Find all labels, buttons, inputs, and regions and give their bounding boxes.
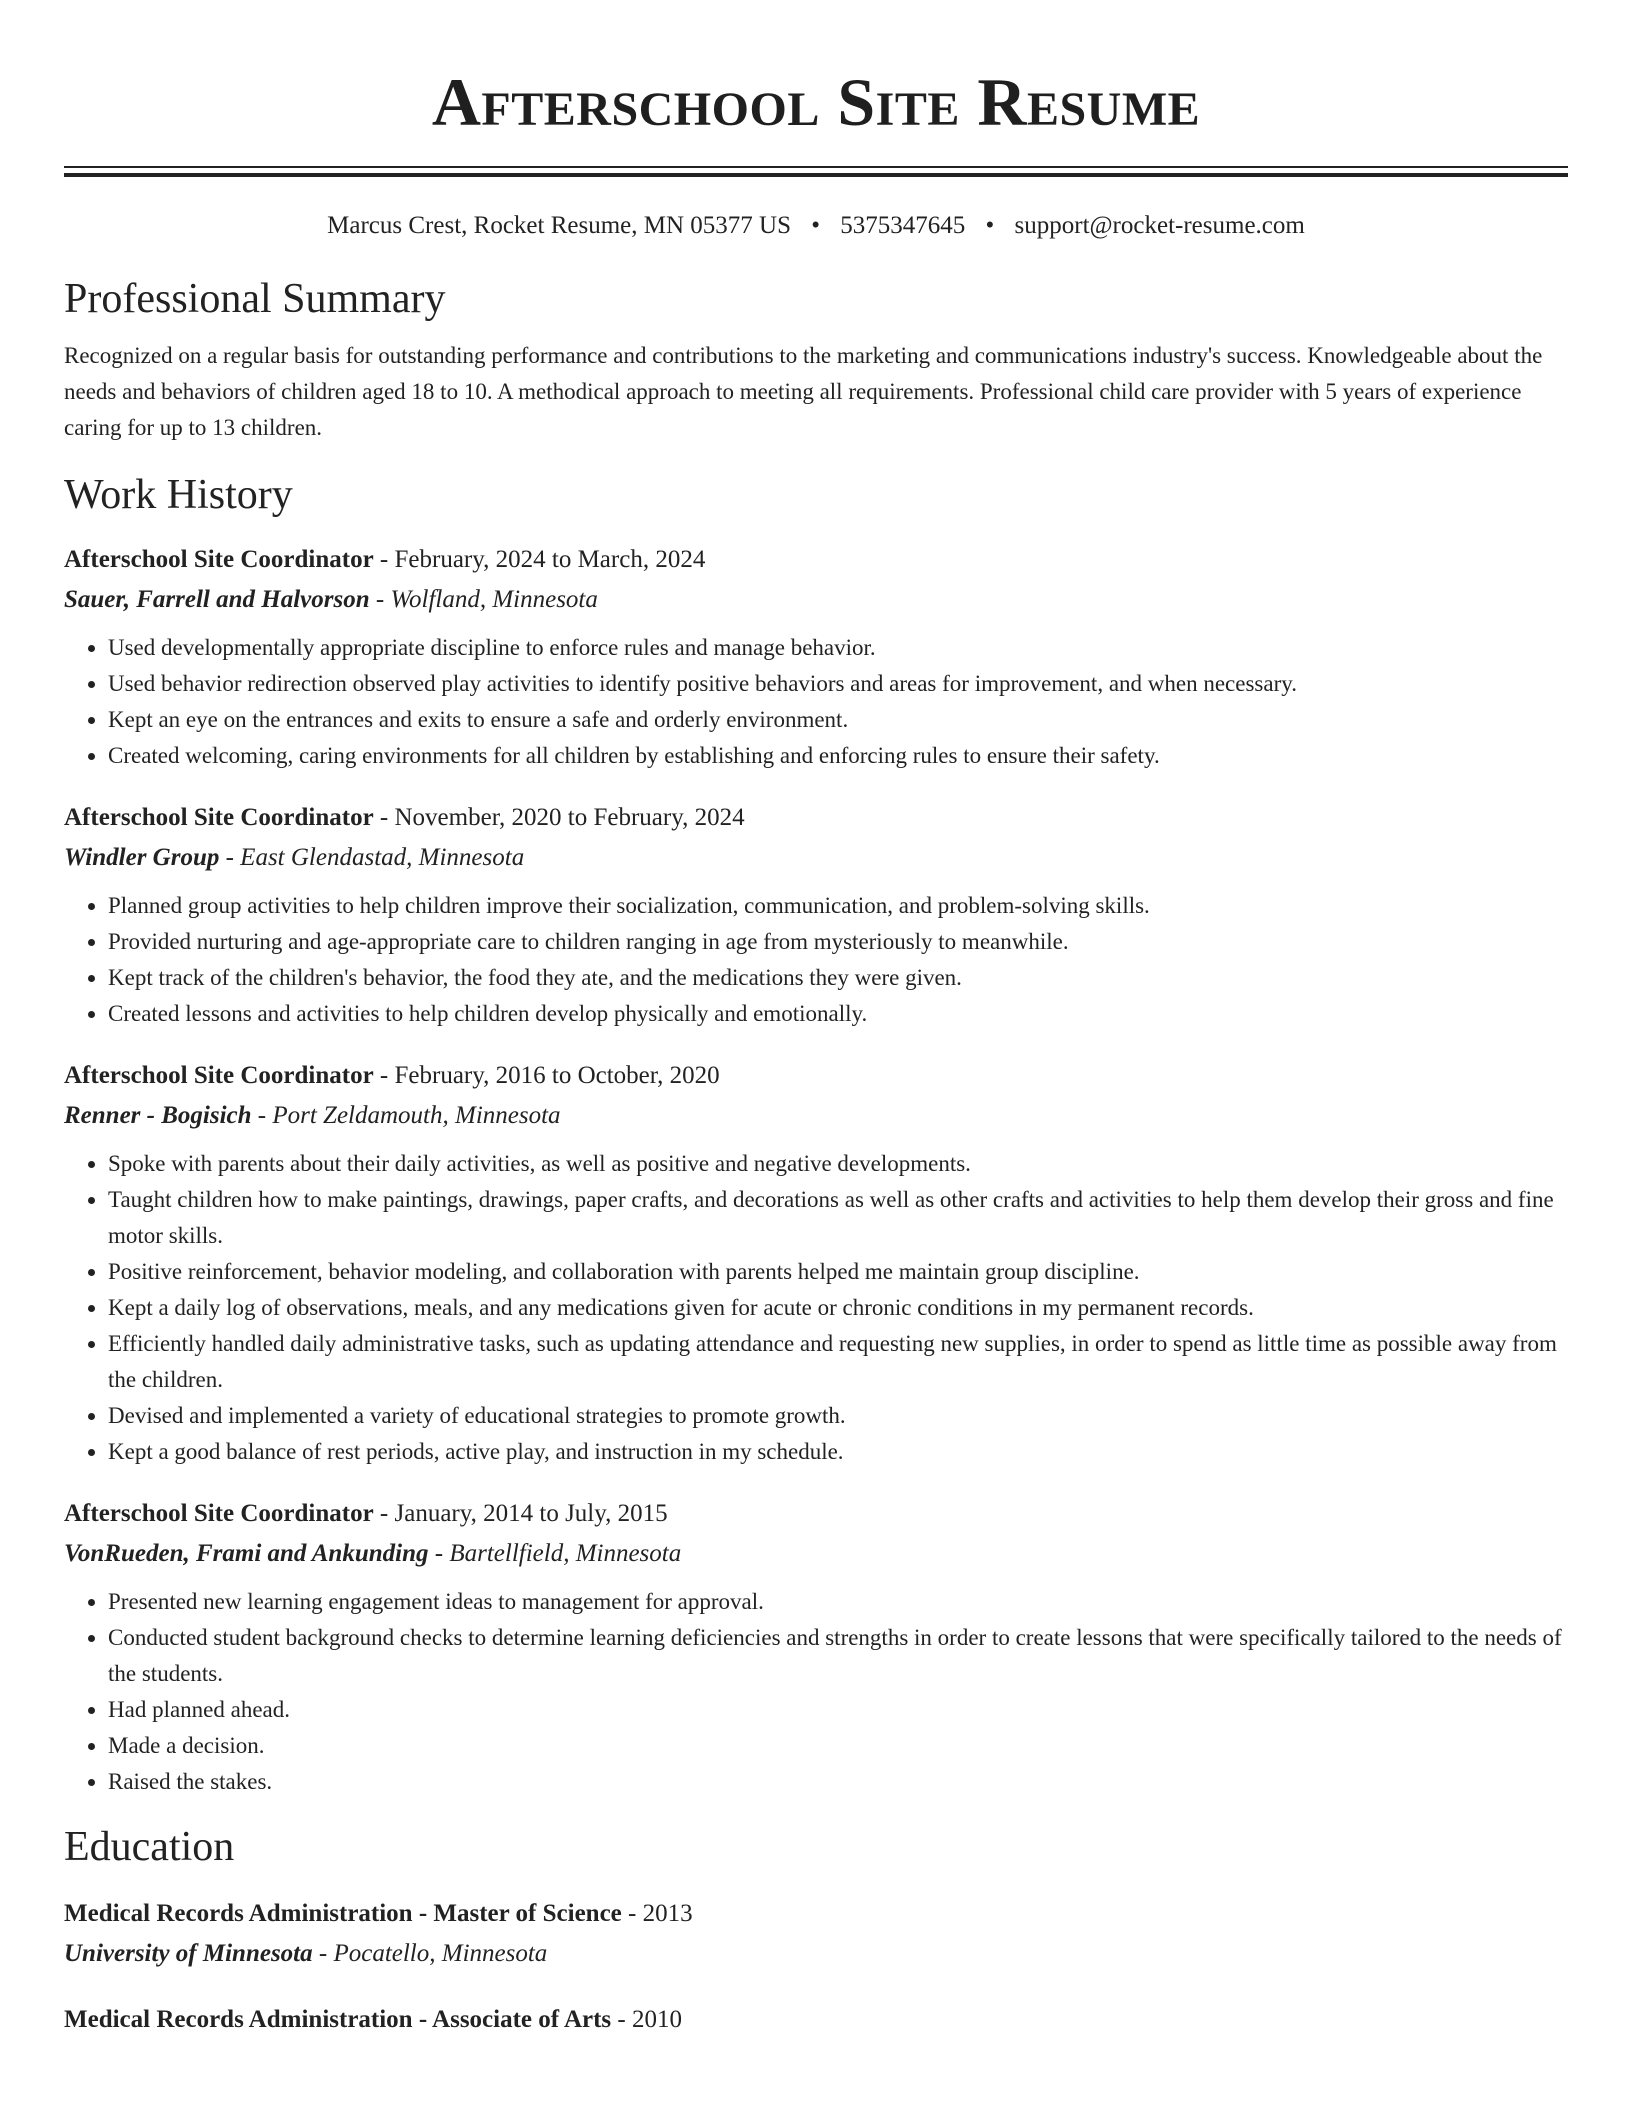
job-entry bbox=[64, 1494, 1568, 1800]
education-location: - Pocatello, Minnesota bbox=[312, 1940, 548, 1967]
job-location: - East Glendastad, Minnesota bbox=[219, 844, 525, 871]
work-history-heading: Work History bbox=[64, 472, 293, 518]
job-role: Afterschool Site Coordinator bbox=[64, 1500, 374, 1527]
job-duty-item: • Made a decision. bbox=[108, 1728, 1568, 1764]
job-entry bbox=[64, 1056, 1568, 1470]
job-duty-item: • Planned group activities to help children improve their socialization, communication, and problem-solving skills. bbox=[108, 888, 1568, 924]
job-dates: - November, 2020 to February, 2024 bbox=[373, 804, 745, 831]
summary-heading: Professional Summary bbox=[64, 276, 446, 322]
job-duties-list bbox=[64, 1584, 1568, 1800]
contact-separator: • bbox=[811, 212, 821, 239]
job-company: Windler Group bbox=[64, 844, 220, 871]
job-duty-item: • Used behavior redirection observed play activities to identify positive behaviors and areas for improvement, and when necessary. bbox=[108, 666, 1568, 702]
summary-text: Recognized on a regular basis for outstanding performance and contributions to the marketing and communications industry's success. Knowledgeable about the needs and behaviors of children aged 18 to 10. A methodical approach to meeting all requirements. Professional child care provider with 5 years of experience caring for up to 13 children. bbox=[64, 343, 1543, 440]
job-role: Afterschool Site Coordinator bbox=[64, 1062, 374, 1089]
job-entry bbox=[64, 540, 1568, 774]
job-duty-item: • Provided nurturing and age-appropriate care to children ranging in age from mysteriously to meanwhile. bbox=[108, 924, 1568, 960]
job-duty-item: • Kept a good balance of rest periods, active play, and instruction in my schedule. bbox=[108, 1434, 1568, 1470]
resume-title: Afterschool Site Resume bbox=[431, 64, 1201, 140]
job-title-line bbox=[64, 1056, 1568, 1096]
job-duties-list bbox=[64, 888, 1568, 1032]
job-company: Renner - Bogisich bbox=[64, 1102, 252, 1129]
job-duty-item: • Taught children how to make paintings, drawings, paper crafts, and decorations as well as other crafts and activities to help them develop their gross and fine motor skills. bbox=[108, 1182, 1568, 1254]
job-dates: - February, 2016 to October, 2020 bbox=[373, 1062, 720, 1089]
job-duty-item: • Used developmentally appropriate discipline to enforce rules and manage behavior. bbox=[108, 630, 1568, 666]
contact-address: Marcus Crest, Rocket Resume, MN 05377 US bbox=[327, 212, 791, 239]
job-role: Afterschool Site Coordinator bbox=[64, 804, 374, 831]
job-company-line bbox=[64, 580, 1568, 620]
education-list bbox=[64, 1894, 1568, 2040]
education-year: - 2010 bbox=[611, 2006, 682, 2033]
job-dates: - January, 2014 to July, 2015 bbox=[373, 1500, 668, 1527]
job-location: - Port Zeldamouth, Minnesota bbox=[251, 1102, 561, 1129]
job-duty-item: • Created welcoming, caring environments for all children by establishing and enforcing rules to ensure their safety. bbox=[108, 738, 1568, 774]
job-title-line bbox=[64, 540, 1568, 580]
job-duty-item: • Had planned ahead. bbox=[108, 1692, 1568, 1728]
work-history-list bbox=[64, 540, 1568, 1800]
education-degree-line bbox=[64, 1894, 1568, 1934]
education-degree-line bbox=[64, 2000, 1568, 2040]
job-dates: - February, 2024 to March, 2024 bbox=[373, 546, 706, 573]
job-location: - Wolfland, Minnesota bbox=[369, 586, 598, 613]
job-duty-item: • Efficiently handled daily administrative tasks, such as updating attendance and requesting new supplies, in order to spend as little time as possible away from the children. bbox=[108, 1326, 1568, 1398]
contact-line bbox=[64, 210, 1568, 242]
job-duty-item: • Devised and implemented a variety of educational strategies to promote growth. bbox=[108, 1398, 1568, 1434]
job-company: Sauer, Farrell and Halvorson bbox=[64, 586, 370, 613]
job-location: - Bartellfield, Minnesota bbox=[428, 1540, 682, 1567]
job-duty-item: • Conducted student background checks to determine learning deficiencies and strengths in order to create lessons that were specifically tailored to the needs of the students. bbox=[108, 1620, 1568, 1692]
education-school-line bbox=[64, 1934, 1568, 1974]
education-degree: Medical Records Administration - Master of Science bbox=[64, 1900, 622, 1927]
education-degree: Medical Records Administration - Associate of Arts bbox=[64, 2006, 612, 2033]
job-duty-item: • Raised the stakes. bbox=[108, 1764, 1568, 1800]
job-role: Afterschool Site Coordinator bbox=[64, 546, 374, 573]
contact-phone: 5375347645 bbox=[840, 212, 966, 239]
education-heading: Education bbox=[64, 1824, 235, 1870]
job-duty-item: • Kept track of the children's behavior, the food they ate, and the medications they were given. bbox=[108, 960, 1568, 996]
education-entry bbox=[64, 1894, 1568, 1974]
job-title-line bbox=[64, 1494, 1568, 1534]
education-entry bbox=[64, 2000, 1568, 2040]
job-duty-item: • Presented new learning engagement ideas to management for approval. bbox=[108, 1584, 1568, 1620]
job-duty-item: • Positive reinforcement, behavior modeling, and collaboration with parents helped me maintain group discipline. bbox=[108, 1254, 1568, 1290]
title-divider bbox=[64, 166, 1568, 168]
resume-page bbox=[64, 0, 1568, 2040]
job-title-line bbox=[64, 798, 1568, 838]
job-entry bbox=[64, 798, 1568, 1032]
education-school: University of Minnesota bbox=[64, 1940, 313, 1967]
contact-separator: • bbox=[985, 212, 995, 239]
contact-email: support@rocket-resume.com bbox=[1014, 212, 1305, 239]
job-duty-item: • Kept an eye on the entrances and exits to ensure a safe and orderly environment. bbox=[108, 702, 1568, 738]
job-duties-list bbox=[64, 1146, 1568, 1470]
job-duty-item: • Spoke with parents about their daily activities, as well as positive and negative developments. bbox=[108, 1146, 1568, 1182]
job-company-line bbox=[64, 1534, 1568, 1574]
job-company-line bbox=[64, 838, 1568, 878]
job-company-line bbox=[64, 1096, 1568, 1136]
job-duty-item: • Created lessons and activities to help children develop physically and emotionally. bbox=[108, 996, 1568, 1032]
job-duty-item: • Kept a daily log of observations, meals, and any medications given for acute or chronic conditions in my permanent records. bbox=[108, 1290, 1568, 1326]
job-company: VonRueden, Frami and Ankunding bbox=[64, 1540, 429, 1567]
job-duties-list bbox=[64, 630, 1568, 774]
education-year: - 2013 bbox=[621, 1900, 693, 1927]
